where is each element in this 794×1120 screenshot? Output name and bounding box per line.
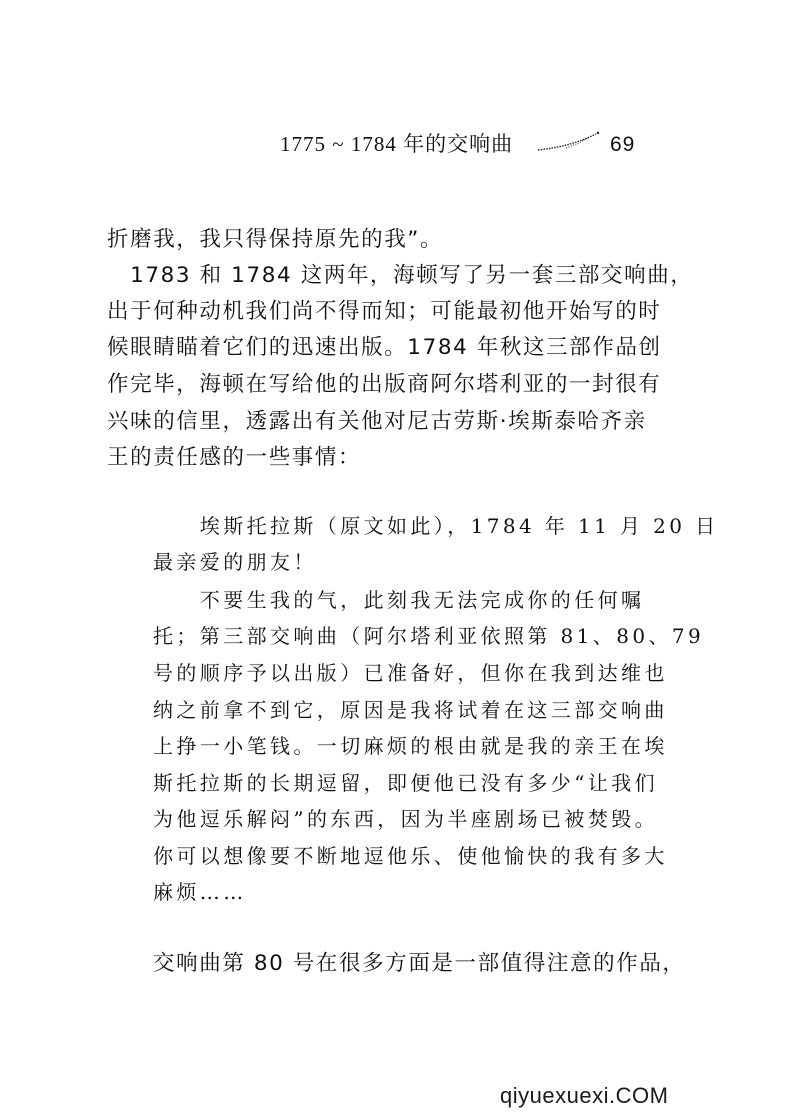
body-text-line: 交响曲第 80 号在很多方面是一部值得注意的作品， <box>153 951 686 976</box>
body-text-line: 兴味的信里，透露出有关他对尼古劳斯·埃斯泰哈齐亲 <box>107 409 647 434</box>
letter-line: 最亲爱的朋友！ <box>153 550 317 574</box>
header-ornament-icon <box>536 128 606 158</box>
letter-line: 上挣一小笔钱。一切麻烦的根由就是我的亲王在埃 <box>153 734 668 758</box>
body-text-line: 作完毕，海顿在写给他的出版商阿尔塔利亚的一封很有 <box>107 372 662 397</box>
page-number: 69 <box>610 133 636 156</box>
site-watermark: qiyuexuexi.COM <box>500 1083 669 1108</box>
letter-line: 号的顺序予以出版）已准备好，但你在我到达维也 <box>153 661 668 685</box>
letter-line: 纳之前拿不到它，原因是我将试着在这三部交响曲 <box>153 698 668 722</box>
letter-line: 你可以想像要不断地逗他乐、使他愉快的我有多大 <box>153 844 668 868</box>
letter-line: 不要生我的气，此刻我无法完成你的任何嘱 <box>153 588 645 612</box>
letter-line: 托；第三部交响曲（阿尔塔利亚依照第 81、80、79 <box>153 624 705 648</box>
body-text-line: 候眼睛瞄着它们的迅速出版。1784 年秋这三部作品创 <box>107 335 662 360</box>
letter-line: 斯托拉斯的长期逗留，即便他已没有多少“让我们 <box>153 771 659 795</box>
letter-line: 为他逗乐解闷”的东西，因为半座剧场已被焚毁。 <box>153 807 659 831</box>
running-header: 1775 ~ 1784 年的交响曲 <box>280 132 514 156</box>
body-text-line: 1783 和 1784 这两年，海顿写了另一套三部交响曲， <box>107 263 694 288</box>
letter-line: 麻烦…… <box>153 880 247 904</box>
body-text-line: 折磨我，我只得保持原先的我”。 <box>107 227 444 252</box>
letter-line: 埃斯托拉斯（原文如此），1784 年 11 月 20 日 <box>153 514 719 538</box>
body-text-line: 出于何种动机我们尚不得而知；可能最初他开始写的时 <box>107 299 662 324</box>
body-text-line: 王的责任感的一些事情： <box>107 445 362 470</box>
